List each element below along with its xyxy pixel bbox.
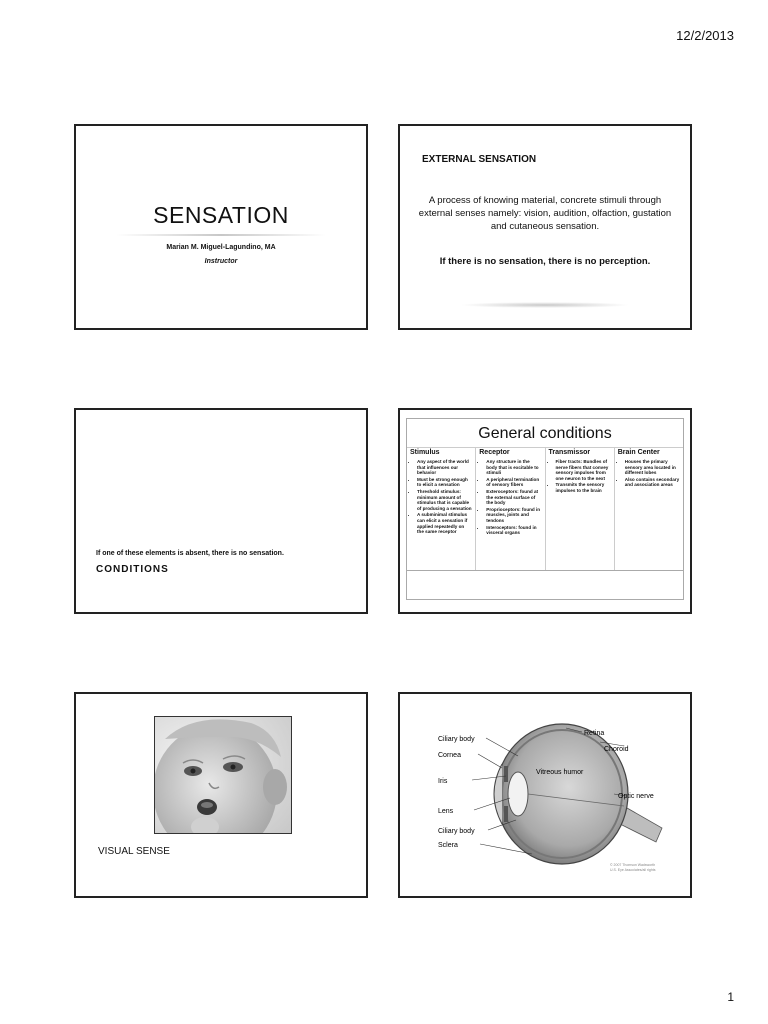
author-name: Marian M. Miguel-Lagundino, MA: [166, 244, 276, 251]
slide-eye-anatomy: [398, 692, 692, 898]
list-item: • Proprioceptors: found in muscles, joints and tendons: [486, 507, 541, 524]
slide-body: A process of knowing material, concrete stimuli through external senses namely: vision, audition, olfaction, gustation and cutaneous sensation.: [418, 195, 672, 232]
column-brain-center: [615, 448, 683, 573]
slide-general-conditions: [398, 408, 692, 614]
label-ciliary-body-bottom: Ciliary body: [438, 828, 475, 835]
page-number: 1: [727, 990, 734, 1004]
slide-conditions: [74, 408, 368, 614]
label-vitreous-humor: Vitreous humor: [536, 769, 584, 776]
list-item: • Transmits the sensory impulses to the brain: [556, 482, 611, 493]
slide-visual-sense: [74, 692, 368, 898]
label-choroid: Choroid: [604, 746, 629, 753]
cornea-shape: [494, 764, 502, 824]
label-retina: Retina: [584, 730, 605, 737]
slide-external-sensation: [398, 124, 692, 330]
list-item: • Fiber tracts: Bundles of nerve fibers that convey sensory impulses from one neuron to the next: [556, 459, 611, 481]
child-face-illustration: [155, 717, 291, 833]
column-receptor: [476, 448, 545, 573]
label-lens: Lens: [438, 808, 454, 815]
slide-title: EXTERNAL SENSATION: [422, 154, 537, 165]
label-sclera: Sclera: [438, 842, 458, 849]
label-ciliary-body-top: Ciliary body: [438, 736, 475, 743]
page-date: 12/2/2013: [676, 28, 734, 43]
divider-shadow: [460, 302, 630, 308]
list-item: • A subminimal stimulus can elicit a sensation if applied repeatedly on the same receptor: [417, 512, 472, 534]
list-item: • Any structure in the body that is excitable to stimuli: [486, 459, 541, 476]
column-header: Stimulus: [410, 449, 440, 456]
list-item: • Also contains secondary and association areas: [625, 477, 680, 488]
column-stimulus: [407, 448, 476, 573]
slide-label: VISUAL SENSE: [98, 846, 170, 857]
label-optic-nerve: Optic nerve: [618, 793, 654, 800]
author-role: Instructor: [204, 258, 238, 265]
list-item: • Any aspect of the world that influences our behavior: [417, 459, 472, 476]
conditions-table: [406, 418, 684, 574]
slide-title: CONDITIONS: [96, 564, 169, 575]
list-item: • Houses the primary sensory area located in different lobes: [625, 459, 680, 476]
column-header: Transmissor: [548, 449, 591, 456]
slide-title: General conditions: [478, 425, 612, 442]
slide-note: If one of these elements is absent, there is no sensation.: [96, 550, 284, 557]
slide-emphasis: If there is no sensation, there is no perception.: [439, 256, 651, 267]
list-item: • Must be strong enough to elicit a sensation: [417, 477, 472, 488]
column-header: Brain Center: [617, 449, 660, 456]
divider: [116, 234, 326, 236]
empty-footer-box: [406, 570, 684, 600]
table-columns: [407, 447, 683, 573]
list-item: • Threshold stimulus: minimum amount of stimulus that is capable of producing a sensation: [417, 489, 472, 511]
slide-title: SENSATION: [153, 202, 289, 228]
column-header: Receptor: [479, 449, 510, 456]
copyright-line-2: U.S. Eye Associates/all rights: [610, 868, 656, 872]
eye-diagram: [420, 706, 674, 882]
list-item: • Interoceptors: found in visceral organs: [486, 525, 541, 536]
list-item: • A peripheral termination of sensory fibers: [486, 477, 541, 488]
label-cornea: Cornea: [438, 752, 461, 759]
label-iris: Iris: [438, 778, 448, 785]
list-item: • Exteroceptors: found at the external surface of the body: [486, 489, 541, 506]
child-face-photo: [154, 716, 292, 834]
column-transmissor: [546, 448, 615, 573]
copyright-line-1: © 2007 Thomson Wadsworth: [610, 863, 656, 867]
lens-shape: [508, 772, 528, 816]
slide-title-sensation: [74, 124, 368, 330]
